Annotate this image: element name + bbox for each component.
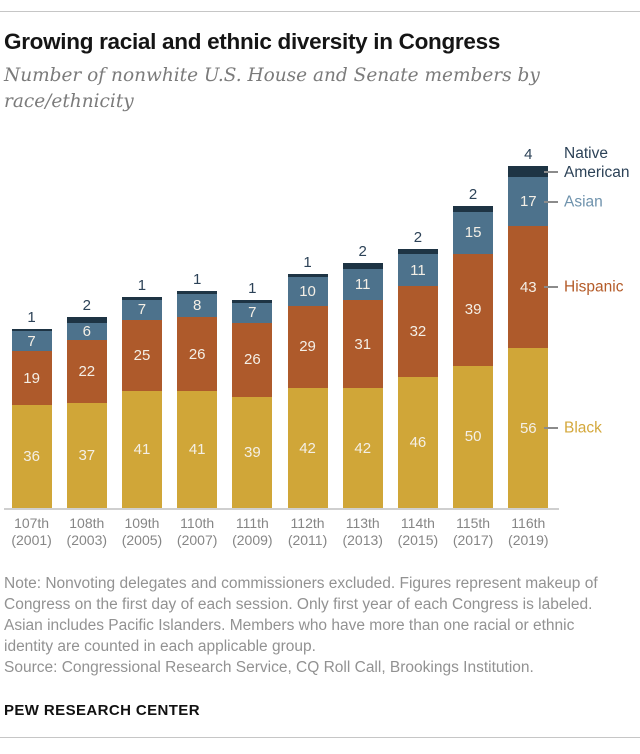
legend-label-hispanic: Hispanic (564, 278, 624, 296)
bar-group-112th (280, 139, 335, 551)
segment-value-label: 26 (188, 345, 206, 363)
x-axis-line (4, 508, 559, 510)
segment-hispanic (232, 323, 272, 397)
segment-value-label: 7 (27, 332, 36, 350)
segment-value-label: 42 (299, 439, 316, 457)
native-american-value-label: 2 (82, 297, 91, 315)
x-axis-tick-label: 116th (2019) (508, 515, 549, 548)
stacked-bar-114th (398, 249, 438, 508)
segment-value-label: 41 (133, 441, 151, 459)
stacked-bar-112th (288, 274, 328, 508)
segment-value-label: 11 (354, 275, 371, 293)
segment-black (232, 397, 272, 508)
bar-group-113th (335, 139, 390, 551)
segment-value-label: 25 (133, 346, 151, 364)
bottom-divider (0, 737, 640, 738)
segment-hispanic (453, 254, 493, 365)
segment-hispanic (508, 226, 548, 349)
bar-group-107th (4, 139, 59, 551)
stacked-bar-107th (12, 329, 52, 508)
x-axis-tick-label: 114th (2015) (397, 515, 439, 548)
segment-hispanic (122, 320, 162, 391)
segment-hispanic (343, 300, 383, 388)
x-axis-tick-label: 111th (2009) (232, 515, 273, 548)
segment-value-label: 42 (354, 439, 372, 457)
segment-black (343, 388, 383, 508)
segment-value-label: 41 (188, 441, 206, 459)
segment-hispanic (12, 351, 52, 405)
native-american-value-label: 2 (413, 228, 423, 246)
segment-value-label: 32 (409, 322, 427, 340)
x-axis-tick-label: 113th (2013) (342, 515, 383, 548)
segment-value-label: 46 (409, 433, 427, 451)
native-american-value-label: 1 (137, 277, 147, 295)
segment-asian (177, 294, 217, 317)
legend-label-native-american: Native American (564, 144, 630, 181)
bars-area (4, 139, 556, 551)
segment-value-label: 50 (464, 428, 482, 446)
native-american-value-label: 1 (192, 271, 202, 289)
page-title: Growing racial and ethnic diversity in Congress (4, 29, 501, 54)
segment-value-label: 15 (464, 224, 482, 242)
segment-black (398, 377, 438, 508)
segment-asian (398, 254, 438, 285)
segment-asian (232, 303, 272, 323)
x-axis-tick-label: 110th (2007) (176, 515, 218, 548)
native-american-value-label: 1 (27, 308, 36, 326)
segment-hispanic (288, 306, 328, 389)
segment-black (177, 391, 217, 508)
brand-label: PEW RESEARCH CENTER (4, 702, 200, 719)
legend-label-asian: Asian (564, 193, 603, 211)
bar-group-114th (390, 139, 445, 551)
chart-source: Source: Congressional Research Service, CQ Roll Call, Brookings Institution. (4, 659, 534, 676)
legend-tick-hispanic (544, 286, 558, 288)
segment-value-label: 19 (23, 369, 40, 387)
x-axis-tick-label: 115th (2017) (452, 515, 494, 548)
segment-value-label: 56 (519, 419, 537, 437)
segment-value-label: 31 (354, 335, 372, 353)
segment-value-label: 26 (244, 351, 261, 369)
segment-black (12, 405, 52, 508)
segment-value-label: 37 (78, 446, 96, 464)
stacked-bar-115th (453, 206, 493, 508)
segment-native-american (508, 166, 548, 177)
bar-group-108th (59, 139, 114, 551)
chart-note: Note: Nonvoting delegates and commissioners excluded. Figures represent makeup of Congress on the first day of each session. Only first year of each Congress is labeled. Asian includes Pacific Islanders. Members who have more than one racial or ethnic identity are counted in each applicable group. (4, 575, 598, 655)
segment-asian (122, 300, 162, 320)
bar-group-111th (225, 139, 280, 551)
native-american-value-label: 4 (524, 146, 533, 164)
segment-asian (453, 212, 493, 255)
segment-asian (288, 277, 328, 306)
x-axis-tick-label: 108th (2003) (66, 515, 108, 548)
segment-value-label: 7 (248, 304, 257, 322)
native-american-value-label: 2 (468, 185, 478, 203)
stacked-bar-116th (508, 166, 548, 508)
segment-value-label: 11 (410, 261, 426, 279)
segment-asian (508, 177, 548, 226)
segment-value-label: 39 (244, 443, 261, 461)
segment-value-label: 10 (299, 282, 316, 300)
stacked-bar-108th (67, 317, 107, 508)
segment-hispanic (398, 286, 438, 377)
segment-value-label: 7 (137, 301, 147, 319)
segment-value-label: 39 (464, 301, 482, 319)
legend-tick-asian (544, 201, 558, 203)
segment-value-label: 17 (519, 193, 537, 211)
stacked-bar-chart (4, 139, 640, 551)
bar-group-109th (114, 139, 169, 551)
segment-asian (67, 323, 107, 340)
x-axis-tick-label: 112th (2011) (287, 515, 328, 548)
bar-group-110th (170, 139, 225, 551)
segment-black (67, 403, 107, 509)
native-american-value-label: 2 (358, 242, 367, 260)
segment-value-label: 22 (78, 362, 96, 380)
segment-value-label: 36 (23, 448, 40, 466)
segment-hispanic (67, 340, 107, 403)
stacked-bar-111th (232, 300, 272, 508)
x-axis-tick-label: 107th (2001) (11, 515, 52, 548)
segment-hispanic (177, 317, 217, 391)
segment-black (453, 366, 493, 509)
segment-value-label: 8 (192, 297, 202, 315)
native-american-value-label: 1 (303, 254, 312, 272)
legend-label-black: Black (564, 419, 602, 437)
stacked-bar-109th (122, 297, 162, 508)
x-axis-tick-label: 109th (2005) (121, 515, 163, 548)
legend-tick-native-american (544, 171, 558, 173)
segment-black (122, 391, 162, 508)
stacked-bar-113th (343, 263, 383, 508)
native-american-value-label: 1 (248, 279, 257, 297)
segment-asian (12, 331, 52, 351)
legend-tick-black (544, 427, 558, 429)
chart-subtitle: Number of nonwhite U.S. House and Senate members by race/ethnicity (4, 65, 540, 112)
segment-value-label: 6 (82, 322, 91, 340)
segment-asian (343, 269, 383, 300)
segment-black (508, 348, 548, 508)
bar-group-115th (446, 139, 501, 551)
segment-value-label: 29 (299, 338, 316, 356)
segment-black (288, 388, 328, 508)
top-divider (0, 11, 640, 12)
segment-value-label: 43 (519, 278, 537, 296)
stacked-bar-110th (177, 291, 217, 508)
